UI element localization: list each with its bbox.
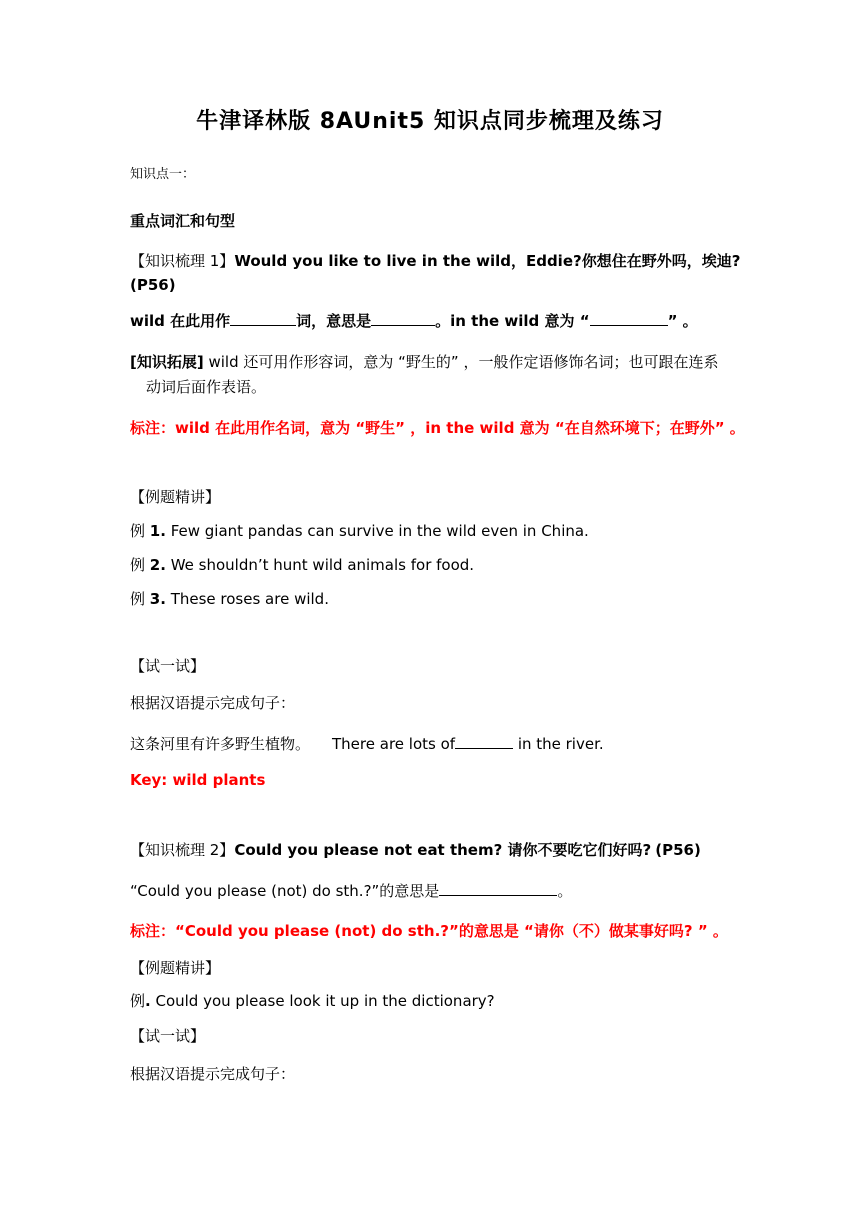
- try-chinese: 这条河里有许多野生植物。: [130, 735, 311, 753]
- kp1-label: 【知识梳理 1】: [130, 252, 235, 270]
- example-text: Few giant pandas can survive in the wild even in China.: [165, 522, 589, 540]
- kp1-note: 标注：wild 在此用作名词，意为 “野生” ，in the wild 意为 “在自然环境下；在野外” 。: [130, 419, 745, 437]
- kp1-page-ref: (P56): [130, 276, 176, 294]
- example-prefix: 例: [130, 590, 150, 608]
- example-prefix: 例: [130, 556, 150, 574]
- knowledge-point-label: 知识点一：: [130, 167, 196, 182]
- example-text: Could you please look it up in the dictionary?: [150, 992, 495, 1010]
- example-item: [130, 555, 474, 575]
- blank-line: [455, 734, 513, 749]
- kp2-question-part-a: “Could you please (not) do sth.?”的意思是: [130, 882, 440, 900]
- kp2-try-instruction: 根据汉语提示完成句子：: [130, 1065, 296, 1083]
- example-text: These roses are wild.: [165, 590, 329, 608]
- expand-text: wild 还可用作形容词，意为 “野生的” ，一般作定语修饰名词；也可跟在连系: [203, 353, 719, 371]
- example-prefix: 例: [130, 522, 150, 540]
- example-number: 2.: [149, 556, 166, 574]
- kp1-try-question: [130, 734, 604, 754]
- kp1-try-instruction: 根据汉语提示完成句子：: [130, 694, 296, 712]
- example-number: .: [145, 992, 151, 1010]
- kp2-try-heading: 【试一试】: [130, 1027, 206, 1045]
- blank-line: [371, 311, 435, 326]
- example-item: [130, 991, 495, 1011]
- example-number: 1.: [149, 522, 166, 540]
- section-heading: 重点词汇和句型: [130, 212, 236, 230]
- kp1-question-part-a: wild 在此用作: [130, 312, 231, 330]
- kp1-question-part-b: 词，意思是: [296, 312, 372, 330]
- kp1-question-part-d: ” 。: [667, 312, 698, 330]
- kp1-sentence: Would you like to live in the wild，Eddie?你想住在野外吗，埃迪?: [234, 252, 741, 270]
- kp1-try-heading: 【试一试】: [130, 657, 206, 675]
- kp2-question: [130, 881, 572, 901]
- try-english-a: There are lots of: [332, 735, 456, 753]
- blank-line: [439, 881, 557, 896]
- kp2-label: 【知识梳理 2】: [130, 841, 235, 859]
- kp2-sentence: Could you please not eat them? 请你不要吃它们好吗?: [234, 841, 652, 859]
- expand-label: [知识拓展]: [130, 353, 204, 371]
- kp2-page-ref: (P56): [655, 841, 701, 859]
- kp2-note: 标注：“Could you please (not) do sth.?”的意思是 “请你（不）做某事好吗? ” 。: [130, 922, 728, 940]
- example-item: [130, 589, 329, 609]
- try-english-b: in the river.: [513, 735, 604, 753]
- kp2-question-part-b: 。: [557, 882, 573, 900]
- example-text: We shouldn’t hunt wild animals for food.: [165, 556, 475, 574]
- kp1-heading: [130, 251, 740, 271]
- kp1-expand-continued: 动词后面作表语。: [146, 378, 267, 396]
- example-number: 3.: [149, 590, 166, 608]
- blank-line: [230, 311, 296, 326]
- blank-line: [590, 311, 668, 326]
- kp1-examples-heading: 【例题精讲】: [130, 488, 221, 506]
- kp1-question: [130, 311, 698, 331]
- kp2-examples-heading: 【例题精讲】: [130, 959, 221, 977]
- example-prefix: 例: [130, 992, 146, 1010]
- kp1-question-part-c: 。in the wild 意为 “: [435, 312, 590, 330]
- kp1-expand: [130, 352, 718, 372]
- kp1-key: Key: wild plants: [130, 771, 266, 789]
- example-item: [130, 521, 589, 541]
- page-title: 牛津译林版 8AUnit5 知识点同步梳理及练习: [196, 109, 664, 134]
- kp2-heading: [130, 840, 701, 860]
